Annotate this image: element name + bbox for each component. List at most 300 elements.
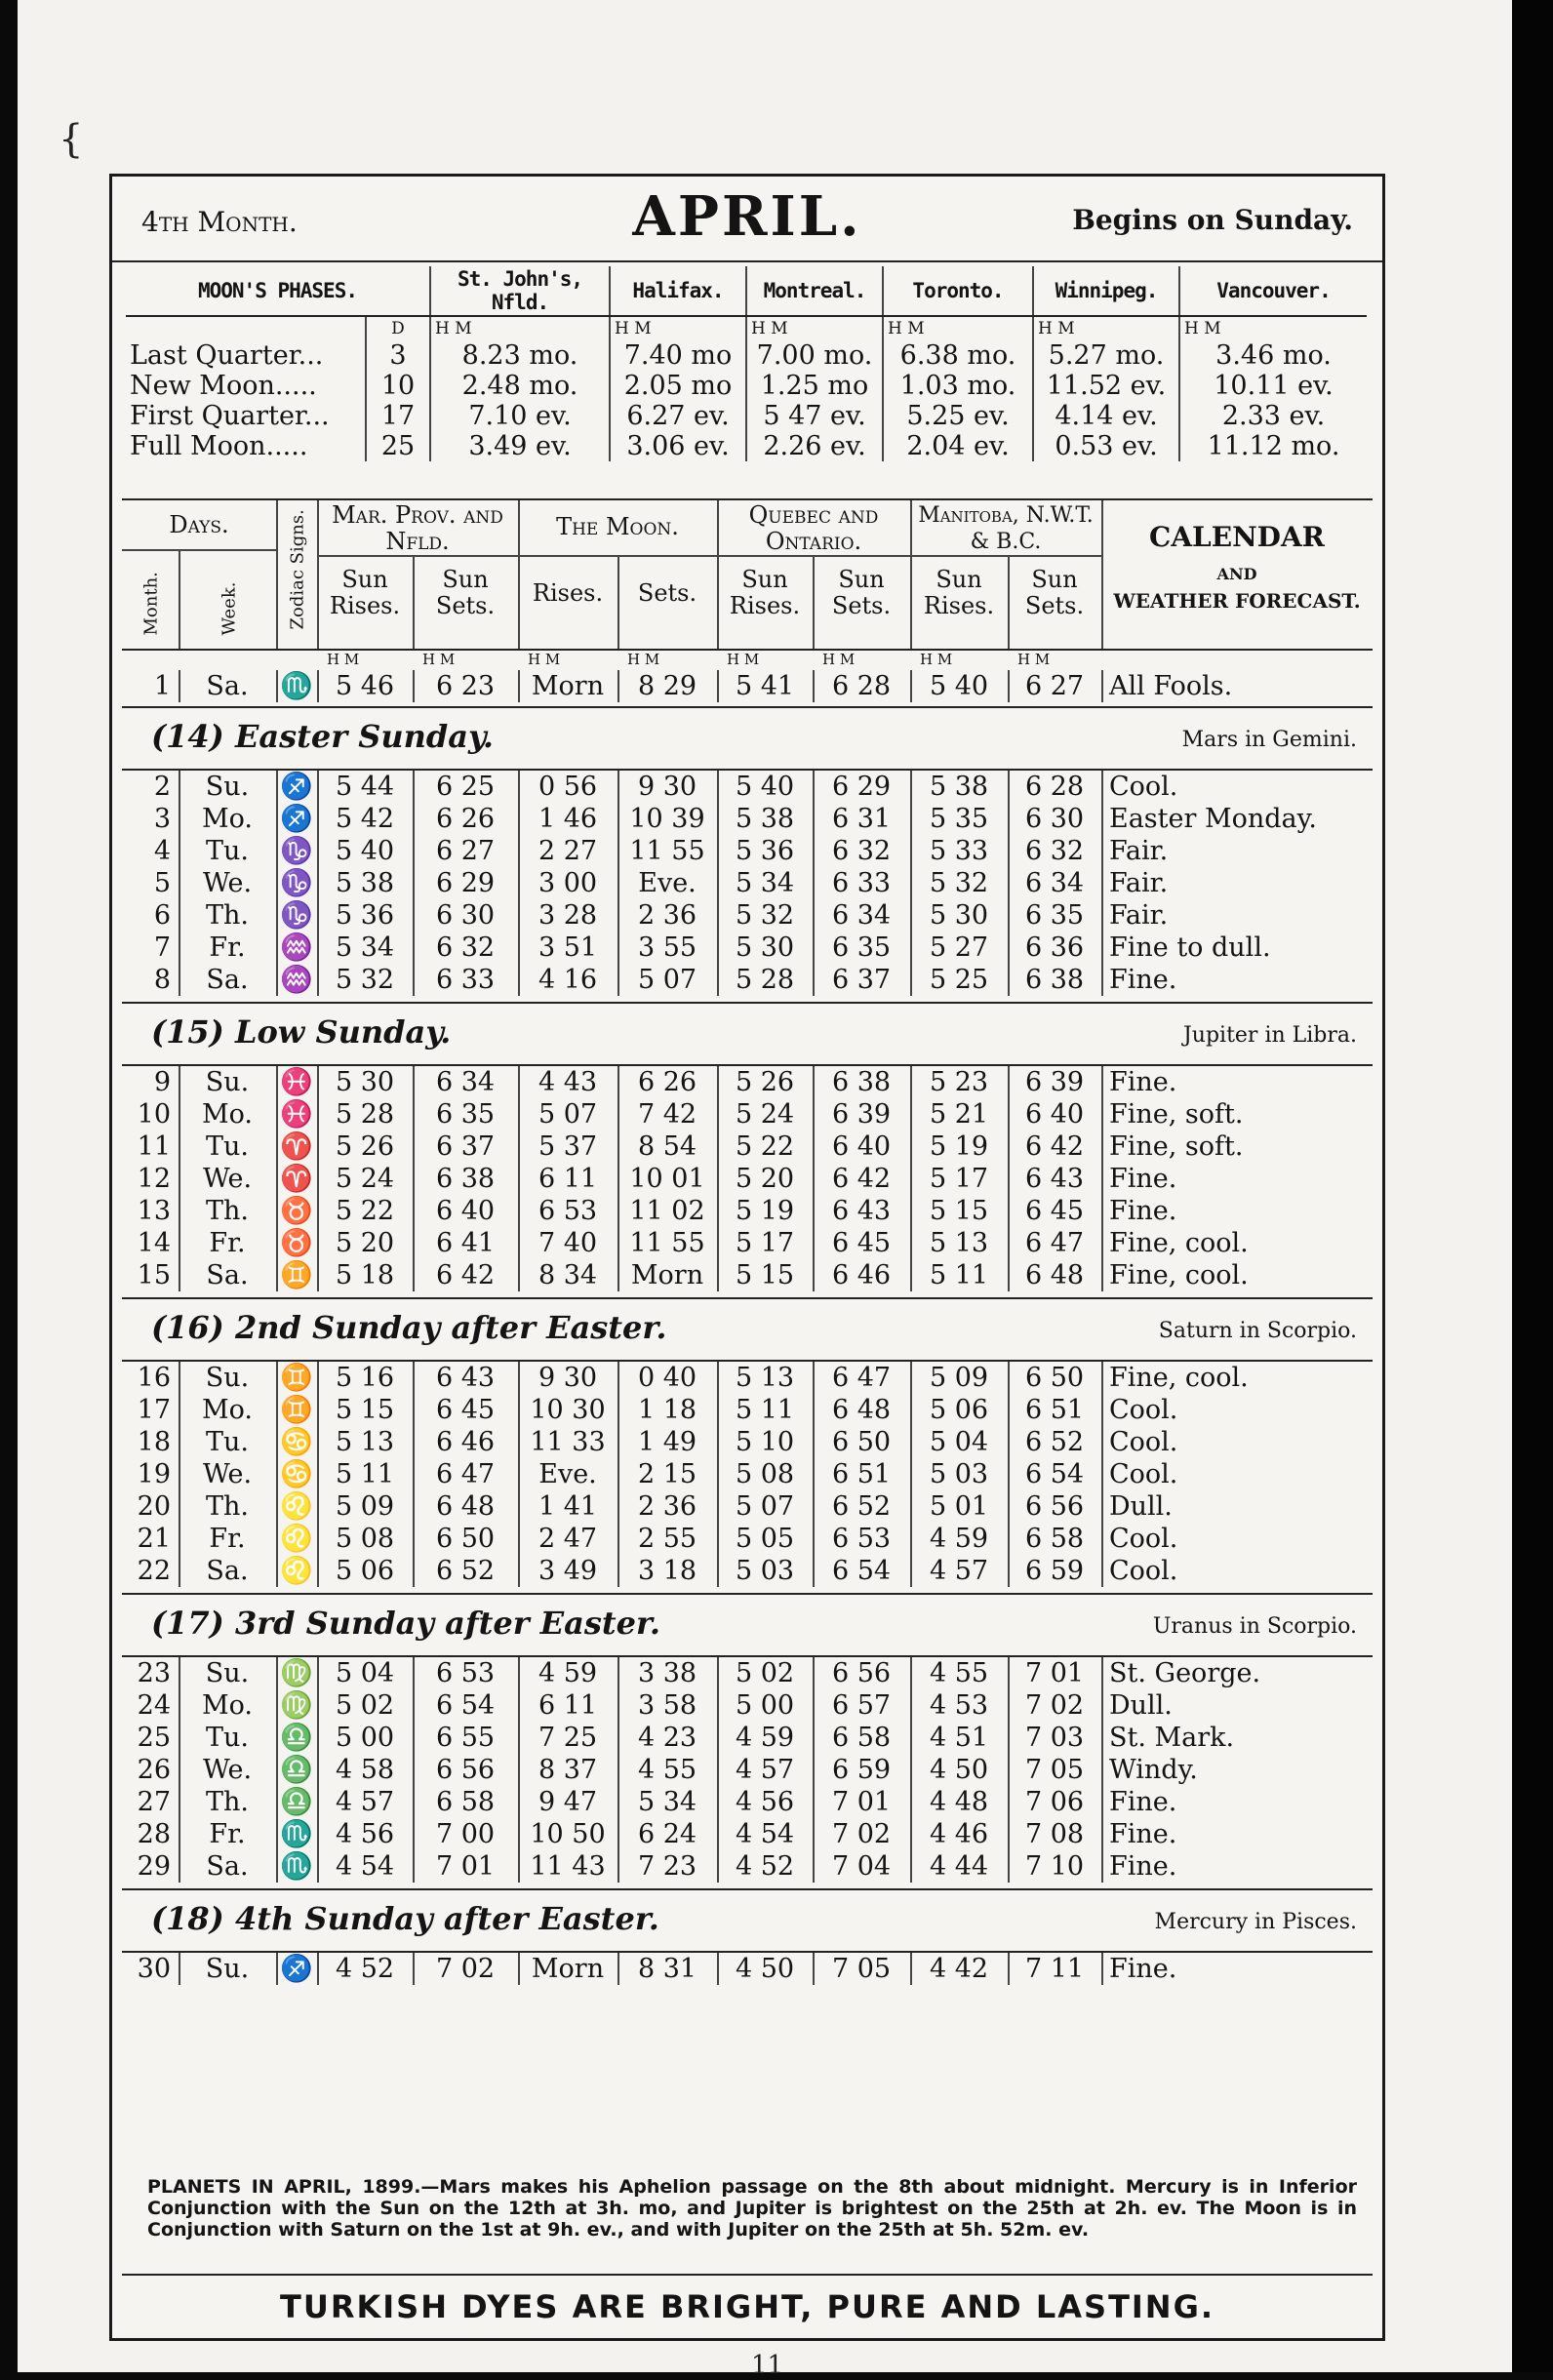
day-of-week: We. xyxy=(202,868,253,898)
mar-sun-sets: 6 35 xyxy=(435,1099,496,1130)
forecast: St. Mark. xyxy=(1109,1723,1235,1753)
day-of-month: 27 xyxy=(137,1787,171,1817)
forecast: Fine to dull. xyxy=(1109,932,1271,963)
day-of-month: 1 xyxy=(153,671,171,701)
days-heading: Days. xyxy=(169,511,229,538)
que-sun-sets: 6 57 xyxy=(831,1690,892,1721)
day-of-month: 14 xyxy=(137,1228,171,1258)
moon-sets: 4 23 xyxy=(637,1723,697,1753)
moon-sets: 2 55 xyxy=(637,1524,697,1554)
man-sun-rises: 4 50 xyxy=(929,1755,989,1785)
planet-note: Mars in Gemini. xyxy=(1181,728,1357,752)
week-heading xyxy=(122,1888,1373,1953)
forecast: Easter Monday. xyxy=(1109,804,1317,834)
phase-time: 1.25 mo xyxy=(746,371,883,401)
mar-sun-sets: 7 01 xyxy=(435,1851,496,1882)
week-title: (15) Low Sunday. xyxy=(151,1013,452,1051)
mar-sun-rises: 4 57 xyxy=(335,1787,395,1817)
day-of-month: 30 xyxy=(137,1954,171,1984)
forecast: Dull. xyxy=(1109,1491,1173,1522)
man-sun-rises: 5 03 xyxy=(929,1459,989,1489)
day-row xyxy=(122,1098,1373,1130)
man-sun-sets: 6 50 xyxy=(1024,1363,1085,1393)
day-of-week: Mo. xyxy=(201,804,253,834)
day-of-week: We. xyxy=(202,1755,253,1785)
moon-rises: 11 43 xyxy=(530,1851,606,1882)
day-row xyxy=(122,1754,1373,1786)
forecast: Cool. xyxy=(1109,1524,1178,1554)
day-of-week: Th. xyxy=(206,900,249,931)
day-of-month: 7 xyxy=(153,932,171,963)
day-row xyxy=(122,1523,1373,1555)
moon-sets: 3 55 xyxy=(637,932,697,963)
que-sun-sets: 6 51 xyxy=(831,1459,892,1489)
phase-time: 1.03 mo. xyxy=(883,371,1033,401)
moon-sets: 4 55 xyxy=(637,1755,697,1785)
man-sun-sets: 6 35 xyxy=(1024,900,1085,931)
man-sun-rises: 5 01 xyxy=(929,1491,989,1522)
man-sun-sets: 7 02 xyxy=(1024,1690,1085,1721)
sun-rises-heading: Sun Rises. xyxy=(329,566,401,619)
planets-note: PLANETS IN APRIL, 1899.—Mars makes his Aphelion passage on the 8th about midnight. Mercury is in Inferior Conjunction with the Sun on the 12th at 3h. mo, and Jupiter is brightest on the 25th at 2h. ev. The Moon is in Conjunction with Saturn on the 1st at 9h. ev., and with Jupiter on the 25th at 5h. 52m. ev. xyxy=(147,2176,1357,2241)
moon-sets: 6 26 xyxy=(637,1067,697,1097)
hm-label: H M xyxy=(920,651,953,668)
que-sun-rises: 5 07 xyxy=(735,1491,795,1522)
phase-name: First Quarter... xyxy=(130,401,330,431)
man-sun-sets: 7 10 xyxy=(1024,1851,1085,1882)
moon-rises: Morn xyxy=(531,671,605,701)
zodiac-sign: ♉ xyxy=(280,1228,313,1258)
day-of-week: Fr. xyxy=(209,1819,246,1849)
zodiac-sign: ♑ xyxy=(280,900,313,931)
mar-sun-rises: 5 42 xyxy=(335,804,395,834)
moon-rises: 7 25 xyxy=(538,1723,598,1753)
phase-time: 2.04 ev. xyxy=(883,431,1033,461)
day-of-week: We. xyxy=(202,1459,253,1489)
moon-sets: 5 07 xyxy=(637,965,697,995)
que-sun-rises: 5 19 xyxy=(735,1196,795,1226)
zodiac-sign: ♍ xyxy=(280,1690,313,1721)
que-sun-rises: 5 32 xyxy=(735,900,795,931)
month-number: 4th Month. xyxy=(141,206,298,238)
que-sun-sets: 6 47 xyxy=(831,1363,892,1393)
day-of-month: 19 xyxy=(137,1459,171,1489)
zodiac-sign: ♌ xyxy=(280,1491,313,1522)
phase-day: 17 xyxy=(366,401,430,431)
and-heading: AND xyxy=(1216,565,1257,583)
advert-slogan: TURKISH DYES ARE BRIGHT, PURE AND LASTING. xyxy=(122,2274,1373,2330)
phase-time: 2.33 ev. xyxy=(1179,401,1367,431)
man-sun-sets: 6 45 xyxy=(1024,1196,1085,1226)
mar-sun-rises: 5 15 xyxy=(335,1395,395,1425)
day-row xyxy=(122,771,1373,803)
day-of-week: Fr. xyxy=(209,1524,246,1554)
mar-sun-sets: 6 56 xyxy=(435,1755,496,1785)
man-sun-sets: 6 48 xyxy=(1024,1260,1085,1290)
zodiac-sign: ♍ xyxy=(280,1658,313,1688)
forecast: Fine. xyxy=(1109,965,1177,995)
moon-rises: 4 59 xyxy=(538,1658,598,1688)
moon-rises: 2 27 xyxy=(538,836,598,866)
day-of-week: Tu. xyxy=(206,1131,249,1162)
phase-time: 3.49 ev. xyxy=(430,431,610,461)
phase-day: 25 xyxy=(366,431,430,461)
que-sun-sets: 6 50 xyxy=(831,1427,892,1457)
day-of-month: 3 xyxy=(153,804,171,834)
moon-rises: 5 37 xyxy=(538,1131,598,1162)
mar-sun-sets: 6 54 xyxy=(435,1690,496,1721)
day-of-month: 23 xyxy=(137,1658,171,1688)
moon-rises: 6 11 xyxy=(538,1164,598,1194)
day-row xyxy=(122,1163,1373,1195)
que-sun-sets: 6 48 xyxy=(831,1395,892,1425)
day-of-week: Mo. xyxy=(201,1395,253,1425)
day-of-month: 15 xyxy=(137,1260,171,1290)
mar-sun-rises: 4 54 xyxy=(335,1851,395,1882)
que-sun-rises: 4 52 xyxy=(735,1851,795,1882)
moon-sets: 10 39 xyxy=(629,804,705,834)
sun-rises-heading: Sun Rises. xyxy=(923,566,995,619)
man-sun-sets: 6 54 xyxy=(1024,1459,1085,1489)
day-of-week: Tu. xyxy=(206,836,249,866)
moon-rises: 4 16 xyxy=(538,965,598,995)
mar-sun-rises: 5 26 xyxy=(335,1131,395,1162)
phase-name: New Moon..... xyxy=(130,371,317,401)
man-sun-rises: 5 21 xyxy=(929,1099,989,1130)
que-sun-sets: 6 52 xyxy=(831,1491,892,1522)
day-of-week: Su. xyxy=(205,1954,250,1984)
moon-rises: 1 41 xyxy=(538,1491,598,1522)
que-sun-rises: 5 20 xyxy=(735,1164,795,1194)
man-sun-sets: 6 32 xyxy=(1024,836,1085,866)
mar-sun-sets: 6 27 xyxy=(435,836,496,866)
mar-sun-rises: 5 40 xyxy=(335,836,395,866)
day-of-month: 20 xyxy=(137,1491,171,1522)
que-sun-rises: 5 00 xyxy=(735,1690,795,1721)
man-sun-sets: 6 51 xyxy=(1024,1395,1085,1425)
forecast: Fair. xyxy=(1109,900,1169,931)
hm-label: H M xyxy=(822,651,856,668)
week-rows xyxy=(122,1953,1373,1985)
moon-sets: 11 02 xyxy=(629,1196,705,1226)
mar-sun-rises: 5 04 xyxy=(335,1658,395,1688)
day-row xyxy=(122,932,1373,964)
day-of-week: Tu. xyxy=(206,1427,249,1457)
man-sun-rises: 5 25 xyxy=(929,965,989,995)
que-sun-rises: 4 50 xyxy=(735,1954,795,1984)
day-of-month: 6 xyxy=(153,900,171,931)
forecast: Fine. xyxy=(1109,1851,1177,1882)
mar-sun-rises: 5 06 xyxy=(335,1556,395,1586)
week-heading xyxy=(122,1297,1373,1362)
man-sun-sets: 6 58 xyxy=(1024,1524,1085,1554)
man-sun-sets: 6 56 xyxy=(1024,1491,1085,1522)
day-of-week: Fr. xyxy=(209,1228,246,1258)
que-sun-sets: 6 46 xyxy=(831,1260,892,1290)
day-of-week: Th. xyxy=(206,1196,249,1226)
planet-note: Uranus in Scorpio. xyxy=(1152,1614,1357,1639)
day-of-month: 21 xyxy=(137,1524,171,1554)
moon-sets: 0 40 xyxy=(637,1363,697,1393)
mar-sun-sets: 6 52 xyxy=(435,1556,496,1586)
hm-label: H M xyxy=(883,316,1033,340)
moon-sets: 11 55 xyxy=(629,836,705,866)
forecast: Fine, cool. xyxy=(1109,1363,1249,1393)
mar-sun-sets: 6 47 xyxy=(435,1459,496,1489)
day-row xyxy=(122,670,1373,702)
phase-row xyxy=(126,401,1367,431)
mar-sun-sets: 6 25 xyxy=(435,772,496,802)
forecast: Cool. xyxy=(1109,1556,1178,1586)
moon-rises: Eve. xyxy=(538,1459,597,1489)
zodiac-sign: ♎ xyxy=(280,1755,313,1785)
mar-sun-sets: 6 32 xyxy=(435,932,496,963)
man-sun-rises: 4 59 xyxy=(929,1524,989,1554)
que-sun-rises: 5 05 xyxy=(735,1524,795,1554)
column-headings xyxy=(122,498,1373,651)
zodiac-sign: ♋ xyxy=(280,1427,313,1457)
day-of-month: 29 xyxy=(137,1851,171,1882)
moon-sets: 7 42 xyxy=(637,1099,697,1130)
man-sun-sets: 6 38 xyxy=(1024,965,1085,995)
day-row xyxy=(122,1066,1373,1098)
man-sun-sets: 6 30 xyxy=(1024,804,1085,834)
moon-sets: Morn xyxy=(630,1260,704,1290)
mar-sun-sets: 6 41 xyxy=(435,1228,496,1258)
manitoba-heading: Manitoba, N.W.T. & B.C. xyxy=(918,503,1094,554)
man-sun-sets: 7 11 xyxy=(1024,1954,1085,1984)
day-row xyxy=(122,1786,1373,1818)
que-sun-sets: 6 28 xyxy=(831,671,892,701)
week-title: (16) 2nd Sunday after Easter. xyxy=(151,1309,667,1346)
forecast: Fine, soft. xyxy=(1109,1131,1244,1162)
moon-sets: 3 18 xyxy=(637,1556,697,1586)
moon-rises: 10 50 xyxy=(530,1819,606,1849)
phase-time: 11.12 mo. xyxy=(1179,431,1367,461)
forecast: Fine, cool. xyxy=(1109,1260,1249,1290)
week-rows xyxy=(122,1362,1373,1587)
man-sun-rises: 5 38 xyxy=(929,772,989,802)
day-row xyxy=(122,1362,1373,1394)
que-sun-rises: 5 03 xyxy=(735,1556,795,1586)
phase-day: 10 xyxy=(366,371,430,401)
man-sun-sets: 6 47 xyxy=(1024,1228,1085,1258)
que-sun-rises: 4 57 xyxy=(735,1755,795,1785)
moon-rises: 6 11 xyxy=(538,1690,598,1721)
forecast: Fine. xyxy=(1109,1196,1177,1226)
day-of-month: 4 xyxy=(153,836,171,866)
man-sun-rises: 5 33 xyxy=(929,836,989,866)
week-rows xyxy=(122,1657,1373,1883)
man-sun-rises: 4 44 xyxy=(929,1851,989,1882)
day-of-week: Th. xyxy=(206,1787,249,1817)
day-of-week: Sa. xyxy=(206,1851,249,1882)
que-sun-rises: 5 17 xyxy=(735,1228,795,1258)
moon-sets: 2 36 xyxy=(637,900,697,931)
zodiac-sign: ♌ xyxy=(280,1524,313,1554)
forecast: Fine, cool. xyxy=(1109,1228,1249,1258)
zodiac-sign: ♎ xyxy=(280,1787,313,1817)
mar-sun-rises: 5 08 xyxy=(335,1524,395,1554)
week-title: (18) 4th Sunday after Easter. xyxy=(151,1900,659,1937)
day-of-week: Sa. xyxy=(206,1260,249,1290)
mar-sun-sets: 7 02 xyxy=(435,1954,496,1984)
day-of-month: 28 xyxy=(137,1819,171,1849)
hm-label: H M xyxy=(627,651,660,668)
mar-sun-sets: 6 34 xyxy=(435,1067,496,1097)
day-of-month: 24 xyxy=(137,1690,171,1721)
zodiac-sign: ♑ xyxy=(280,868,313,898)
man-sun-rises: 5 13 xyxy=(929,1228,989,1258)
moon-rises: 2 47 xyxy=(538,1524,598,1554)
day-of-month: 22 xyxy=(137,1556,171,1586)
phase-time: 2.48 mo. xyxy=(430,371,610,401)
man-sun-rises: 4 42 xyxy=(929,1954,989,1984)
phase-time: 0.53 ev. xyxy=(1033,431,1179,461)
moon-rises: 9 47 xyxy=(538,1787,598,1817)
moon-rises: 0 56 xyxy=(538,772,598,802)
que-sun-rises: 5 24 xyxy=(735,1099,795,1130)
forecast: Cool. xyxy=(1109,772,1178,802)
day-row xyxy=(122,1689,1373,1722)
blank xyxy=(126,316,366,340)
hm-label: H M xyxy=(422,651,456,668)
que-sun-rises: 5 38 xyxy=(735,804,795,834)
hm-label: H M xyxy=(1033,316,1179,340)
man-sun-rises: 5 15 xyxy=(929,1196,989,1226)
forecast: Dull. xyxy=(1109,1690,1173,1721)
phase-time: 5.27 mo. xyxy=(1033,340,1179,371)
man-sun-sets: 6 52 xyxy=(1024,1427,1085,1457)
que-sun-rises: 5 26 xyxy=(735,1067,795,1097)
zodiac-sign: ♊ xyxy=(280,1260,313,1290)
mar-sun-sets: 6 38 xyxy=(435,1164,496,1194)
moon-rises: 3 49 xyxy=(538,1556,598,1586)
man-sun-sets: 7 05 xyxy=(1024,1755,1085,1785)
moon-sets: 8 54 xyxy=(637,1131,697,1162)
zodiac-sign: ♏ xyxy=(280,1819,313,1849)
sun-rises-heading: Sun Rises. xyxy=(729,566,801,619)
margin-mark: { xyxy=(59,117,84,162)
man-sun-rises: 5 11 xyxy=(929,1260,989,1290)
moon-rises: 11 33 xyxy=(530,1427,606,1457)
phase-row xyxy=(126,340,1367,371)
man-sun-sets: 7 03 xyxy=(1024,1723,1085,1753)
day-of-month: 18 xyxy=(137,1427,171,1457)
day-of-week: Sa. xyxy=(206,671,249,701)
phase-time: 10.11 ev. xyxy=(1179,371,1367,401)
moon-rises: 3 00 xyxy=(538,868,598,898)
mar-sun-rises: 4 52 xyxy=(335,1954,395,1984)
phase-time: 5 47 ev. xyxy=(746,401,883,431)
mar-sun-rises: 5 34 xyxy=(335,932,395,963)
que-sun-sets: 6 56 xyxy=(831,1658,892,1688)
day-row xyxy=(122,1555,1373,1587)
man-sun-sets: 6 39 xyxy=(1024,1067,1085,1097)
forecast: Cool. xyxy=(1109,1427,1178,1457)
man-sun-rises: 5 09 xyxy=(929,1363,989,1393)
forecast: Fine. xyxy=(1109,1164,1177,1194)
planet-note: Jupiter in Libra. xyxy=(1182,1023,1357,1048)
day-of-month: 12 xyxy=(137,1164,171,1194)
forecast: Cool. xyxy=(1109,1395,1178,1425)
moon-sets: 7 23 xyxy=(637,1851,697,1882)
week-title: (14) Easter Sunday. xyxy=(151,718,495,755)
day-row xyxy=(122,1227,1373,1259)
man-sun-rises: 4 55 xyxy=(929,1658,989,1688)
man-sun-sets: 7 01 xyxy=(1024,1658,1085,1688)
mar-sun-rises: 5 02 xyxy=(335,1690,395,1721)
day-row xyxy=(122,1458,1373,1490)
mar-sun-rises: 5 28 xyxy=(335,1099,395,1130)
phase-time: 3.06 ev. xyxy=(610,431,746,461)
calendar-frame xyxy=(109,174,1385,2341)
que-sun-rises: 5 13 xyxy=(735,1363,795,1393)
day-of-week: Th. xyxy=(206,1491,249,1522)
phase-time: 2.26 ev. xyxy=(746,431,883,461)
zodiac-sign: ♐ xyxy=(280,1954,313,1984)
month-header xyxy=(112,177,1382,262)
phase-time: 6.27 ev. xyxy=(610,401,746,431)
que-sun-rises: 5 36 xyxy=(735,836,795,866)
page-number: 11 xyxy=(751,2351,784,2380)
mar-sun-sets: 6 30 xyxy=(435,900,496,931)
week-rows xyxy=(122,1066,1373,1291)
que-sun-rises: 5 10 xyxy=(735,1427,795,1457)
moon-sets: 1 18 xyxy=(637,1395,697,1425)
first-day-group xyxy=(122,649,1373,702)
phase-time: 7.00 mo. xyxy=(746,340,883,371)
day-of-week: Su. xyxy=(205,772,250,802)
day-of-week: Su. xyxy=(205,1067,250,1097)
que-sun-rises: 5 34 xyxy=(735,868,795,898)
begins-on: Begins on Sunday. xyxy=(1072,204,1353,236)
hm-label: H M xyxy=(1179,316,1367,340)
zodiac-sign: ♒ xyxy=(280,932,313,963)
phase-time: 7.40 mo xyxy=(610,340,746,371)
sun-sets-heading: Sun Sets. xyxy=(1024,566,1085,619)
day-of-week: Mo. xyxy=(201,1690,253,1721)
hm-label: H M xyxy=(430,316,610,340)
mar-sun-rises: 5 13 xyxy=(335,1427,395,1457)
mar-sun-rises: 5 11 xyxy=(335,1459,395,1489)
man-sun-rises: 5 27 xyxy=(929,932,989,963)
que-sun-sets: 7 01 xyxy=(831,1787,892,1817)
man-sun-rises: 4 46 xyxy=(929,1819,989,1849)
que-sun-sets: 6 32 xyxy=(831,836,892,866)
phase-time: 6.38 mo. xyxy=(883,340,1033,371)
moon-sets: 5 34 xyxy=(637,1787,697,1817)
hm-label: H M xyxy=(610,316,746,340)
day-row xyxy=(122,1195,1373,1227)
moon-rises: 4 43 xyxy=(538,1067,598,1097)
moon-sets: 10 01 xyxy=(629,1164,705,1194)
city-halifax: Halifax. xyxy=(610,266,746,316)
city-winnipeg: Winnipeg. xyxy=(1033,266,1179,316)
moon-rises: 7 40 xyxy=(538,1228,598,1258)
que-sun-rises: 5 30 xyxy=(735,932,795,963)
day-row xyxy=(122,1722,1373,1754)
que-sun-sets: 6 59 xyxy=(831,1755,892,1785)
que-sun-sets: 6 53 xyxy=(831,1524,892,1554)
man-sun-rises: 4 48 xyxy=(929,1787,989,1817)
moon-sets: 2 15 xyxy=(637,1459,697,1489)
que-sun-sets: 6 31 xyxy=(831,804,892,834)
man-sun-sets: 6 43 xyxy=(1024,1164,1085,1194)
que-sun-rises: 5 08 xyxy=(735,1459,795,1489)
hm-label: H M xyxy=(327,651,360,668)
man-sun-rises: 5 30 xyxy=(929,900,989,931)
